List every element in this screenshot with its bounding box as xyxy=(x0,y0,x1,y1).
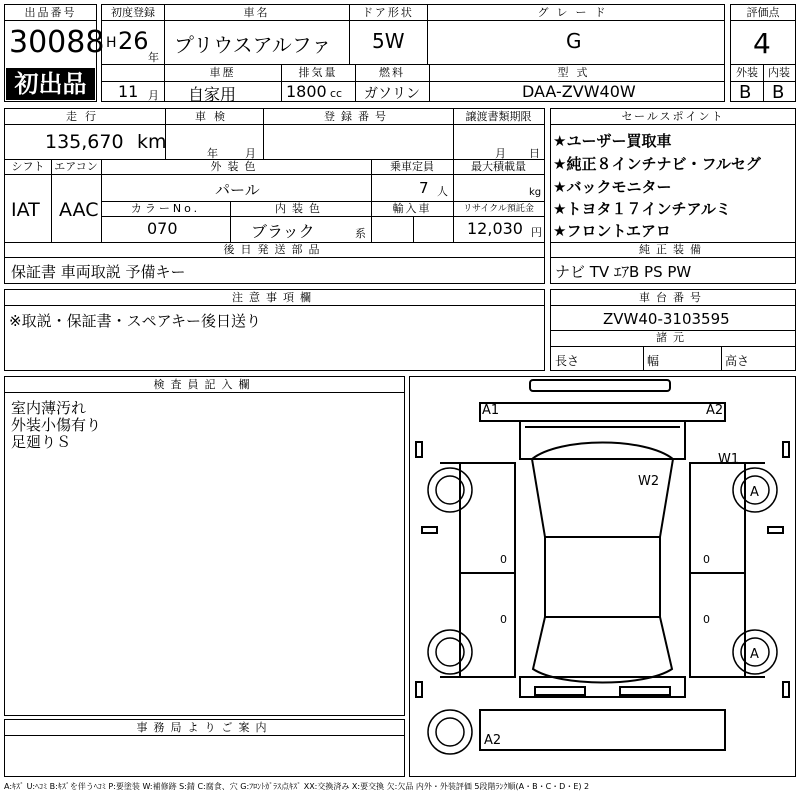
model-value: DAA-ZVW40W xyxy=(522,82,636,101)
recycle-label: リサイクル預託金 xyxy=(463,204,534,214)
damage-diagram xyxy=(409,376,796,777)
mark-zero: 0 xyxy=(703,553,710,566)
mark-zero: 0 xyxy=(703,613,710,626)
mark-a1: A1 xyxy=(482,403,500,418)
details-block xyxy=(4,108,545,284)
month-unit: 月 xyxy=(148,89,159,102)
sales-points-box xyxy=(550,108,796,284)
width-label: 幅 xyxy=(647,354,660,368)
inspection-label: 車検 xyxy=(195,110,233,123)
exterior-score-label: 外装 xyxy=(736,66,758,79)
import-label: 輸入車 xyxy=(392,202,432,215)
fuel-label: 燃料 xyxy=(379,66,405,79)
reg-month: 11 xyxy=(118,82,139,101)
transfer-month-unit: 月 xyxy=(495,147,506,160)
lot-label: 出品番号 xyxy=(5,5,96,21)
office-label: 事務局よりご案内 xyxy=(5,720,404,736)
dims-label: 諸元 xyxy=(656,331,690,344)
int-color-label: 内装色 xyxy=(275,202,326,215)
sales-point-item: ★トヨタ１７インチアルミ xyxy=(553,200,731,218)
mileage-unit: km xyxy=(137,131,167,153)
inspector-line: 足廻りＳ xyxy=(11,433,72,451)
inspector-line: 外装小傷有り xyxy=(11,416,102,434)
aircon-label: エアコン xyxy=(54,160,98,173)
equipment-label: 純正装備 xyxy=(639,243,707,256)
mark-wheel-fr: A xyxy=(750,485,759,500)
notes-box xyxy=(4,289,545,371)
inspector-line: 室内薄汚れ xyxy=(11,399,87,417)
legend: A:ｷｽﾞ U:ﾍｺﾐ B:ｷｽﾞを伴うﾍｺﾐ P:要塗装 W:補修跡 S:錆 C:腐食、穴 G:ﾌﾛﾝﾄｶﾞﾗｽ点ｷｽﾞ XX:交換済み X:要交換 欠:欠品 内外・外装評価 5段階ﾗﾝｸ順(A・B・C・D・E) 2 xyxy=(4,782,590,791)
recycle-value: 12,030 xyxy=(467,219,523,238)
inspection-month-unit: 月 xyxy=(245,147,256,160)
sales-points-label: セールスポイント xyxy=(551,109,795,125)
inspector-box xyxy=(4,376,405,716)
year-unit: 年 xyxy=(148,51,159,64)
sales-point-item: ★フロントエアロ xyxy=(553,222,671,240)
equipment-items: ナビ TV ｴｱB PS PW xyxy=(555,263,692,281)
reg-year: 26 xyxy=(118,27,149,55)
sales-point-item: ★バックモニター xyxy=(553,178,672,196)
aircon-value: AAC xyxy=(59,199,99,221)
sales-point-item: ★ユーザー買取車 xyxy=(553,132,672,150)
height-label: 高さ xyxy=(725,354,750,368)
transfer-label: 譲渡書類期限 xyxy=(465,110,532,123)
history-value: 自家用 xyxy=(188,85,237,104)
length-label: 長さ xyxy=(555,354,580,368)
later-label: 後日発送部品 xyxy=(223,243,326,256)
mark-zero: 0 xyxy=(500,613,507,626)
int-color-value: ブラック xyxy=(251,222,315,241)
score-box xyxy=(730,4,796,102)
score-value: 4 xyxy=(753,27,771,60)
mileage-value: 135,670 xyxy=(45,131,124,153)
ext-color-value: パール xyxy=(215,181,260,199)
max-load-unit: kg xyxy=(529,187,542,198)
car-outline xyxy=(410,377,795,776)
color-no-value: 070 xyxy=(147,219,178,238)
color-no-label: カラーNo. xyxy=(130,202,201,215)
shift-label: シフト xyxy=(11,160,45,173)
notes-label: 注意事項欄 xyxy=(5,290,544,306)
car-name-label: 車名 xyxy=(243,6,270,19)
mark-a2-bottom: A2 xyxy=(484,733,502,748)
mileage-label: 走行 xyxy=(66,110,104,123)
exterior-score: B xyxy=(739,82,752,103)
displacement-value: 1800 xyxy=(286,82,327,101)
mark-a2-top: A2 xyxy=(706,403,724,418)
displacement-unit: cc xyxy=(330,87,343,100)
capacity-label: 乗車定員 xyxy=(390,160,434,173)
capacity-unit: 人 xyxy=(437,185,448,198)
door-label: ドア形状 xyxy=(362,6,414,19)
int-color-unit: 系 xyxy=(355,227,366,240)
capacity-value: 7 xyxy=(419,179,429,197)
inspection-year-unit: 年 xyxy=(207,147,218,160)
office-box xyxy=(4,719,405,777)
chassis-box xyxy=(550,289,796,371)
later-items: 保証書 車両取説 予備キー xyxy=(11,263,186,281)
mark-wheel-rr: A xyxy=(750,647,759,662)
reg-label: 初度登録 xyxy=(111,6,155,19)
lot-box xyxy=(4,4,105,102)
reg-era: H xyxy=(106,35,117,51)
history-label: 車歴 xyxy=(209,66,236,79)
sales-point-item: ★純正８インチナビ・フルセグ xyxy=(553,155,761,173)
header-block xyxy=(101,4,725,102)
grade-label: グレード xyxy=(537,6,614,19)
displacement-label: 排気量 xyxy=(298,66,338,79)
interior-score-label: 内装 xyxy=(768,66,790,79)
shift-value: IAT xyxy=(11,199,40,221)
transfer-day-unit: 日 xyxy=(529,147,540,160)
model-label: 型式 xyxy=(557,66,596,79)
fuel-value: ガソリン xyxy=(364,86,420,102)
reg-number-label: 登録番号 xyxy=(324,110,392,123)
max-load-label: 最大積載量 xyxy=(471,160,526,173)
notes-text: ※取説・保証書・スペアキー後日送り xyxy=(9,312,261,330)
score-label: 評価点 xyxy=(731,5,795,21)
car-name: プリウスアルファ xyxy=(174,33,332,57)
chassis-number: ZVW40-3103595 xyxy=(603,310,730,328)
ext-color-label: 外装色 xyxy=(210,160,262,173)
lot-number: 30088 xyxy=(9,25,105,60)
grade-value: G xyxy=(566,29,582,53)
interior-score: B xyxy=(772,82,785,103)
first-listing-badge: 初出品 xyxy=(6,68,95,100)
mark-zero: 0 xyxy=(500,553,507,566)
door-value: 5W xyxy=(372,29,405,53)
inspector-label: 検査員記入欄 xyxy=(5,377,404,393)
mark-w1: W1 xyxy=(718,452,740,467)
mark-w2: W2 xyxy=(638,474,660,489)
chassis-label: 車台番号 xyxy=(551,290,795,306)
recycle-unit: 円 xyxy=(531,226,542,239)
